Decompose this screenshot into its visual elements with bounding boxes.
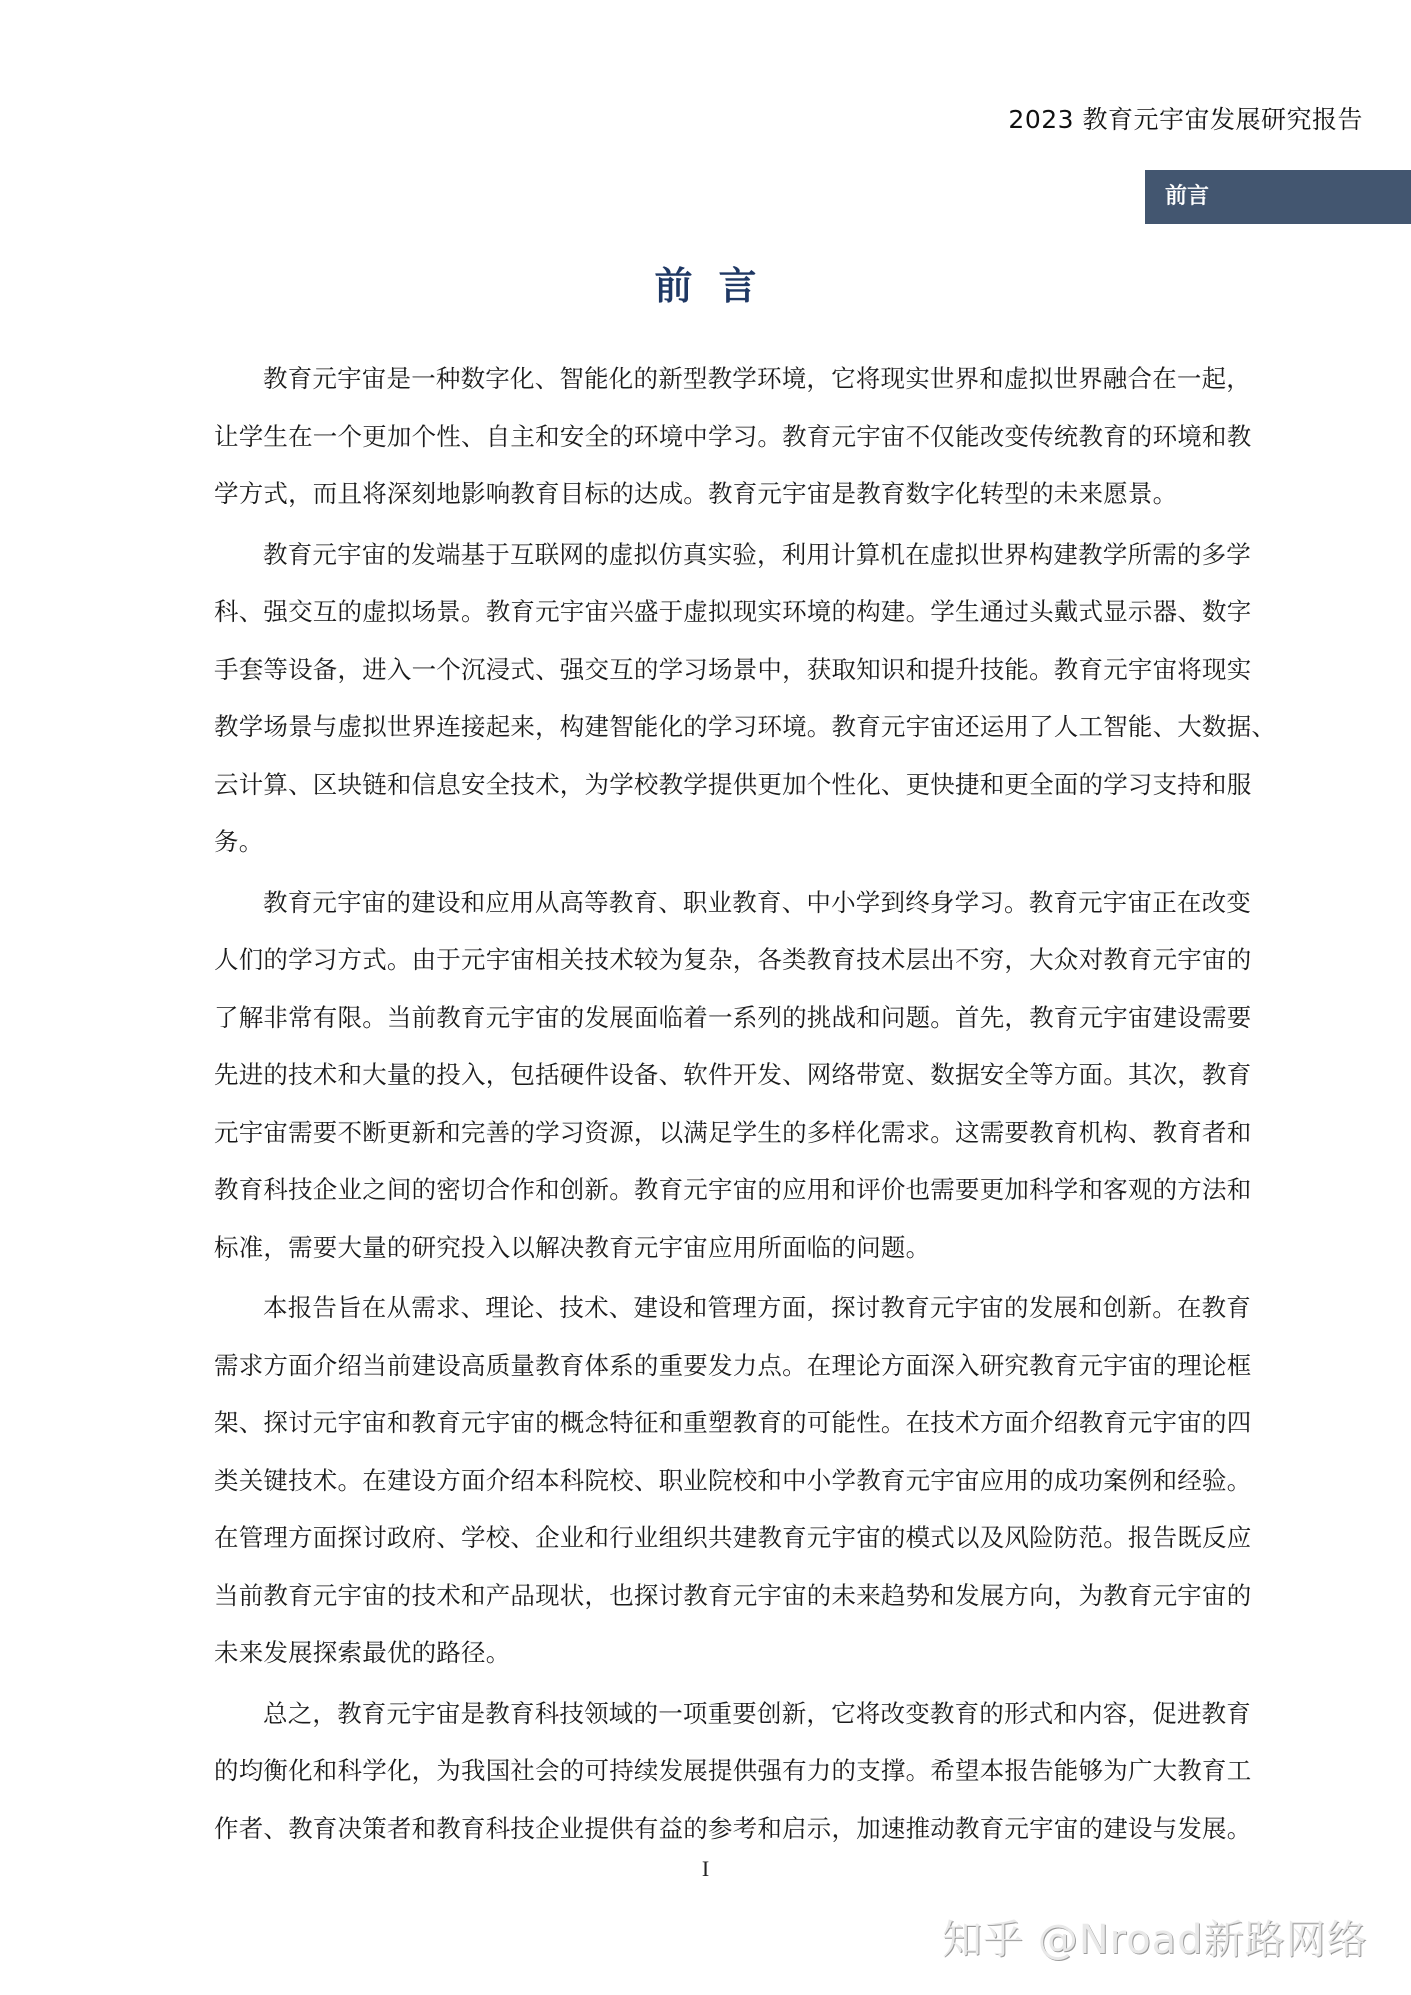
paragraph-line: 让学生在一个更加个性、自主和安全的环境中学习。教育元宇宙不仅能改变传统教育的环境和教 — [214, 421, 1252, 451]
paragraph-line: 学方式，而且将深刻地影响教育目标的达成。教育元宇宙是教育数字化转型的未来愿景。 — [214, 479, 1178, 508]
document-body — [214, 364, 1277, 1874]
paragraph-line: 教学场景与虚拟世界连接起来，构建智能化的学习环境。教育元宇宙还运用了人工智能、大数据、 — [214, 712, 1277, 741]
paragraph-line: 教育元宇宙的发端基于互联网的虚拟仿真实验，利用计算机在虚拟世界构建教学所需的多学 — [263, 539, 1251, 569]
paragraph-4 — [214, 1293, 1252, 1696]
paragraph-line: 未来发展探索最优的路径。 — [214, 1638, 511, 1667]
paragraph-line: 类关键技术。在建设方面介绍本科院校、职业院校和中小学教育元宇宙应用的成功案例和经验。 — [214, 1465, 1252, 1495]
paragraph-1 — [214, 364, 1252, 537]
page-title: 前言 — [654, 264, 783, 308]
paragraph-line: 在管理方面探讨政府、学校、企业和行业组织共建教育元宇宙的模式以及风险防范。报告既反应 — [214, 1523, 1252, 1552]
paragraph-line: 架、探讨元宇宙和教育元宇宙的概念特征和重塑教育的可能性。在技术方面介绍教育元宇宙的四 — [214, 1408, 1252, 1437]
paragraph-5 — [214, 1698, 1252, 1872]
paragraph-line: 了解非常有限。当前教育元宇宙的发展面临着一系列的挑战和问题。首先，教育元宇宙建设需要 — [214, 1002, 1252, 1032]
paragraph-line: 需求方面介绍当前建设高质量教育体系的重要发力点。在理论方面深入研究教育元宇宙的理论框 — [214, 1350, 1252, 1380]
paragraph-line: 本报告旨在从需求、理论、技术、建设和管理方面，探讨教育元宇宙的发展和创新。在教育 — [263, 1293, 1251, 1322]
paragraph-2 — [214, 539, 1277, 885]
paragraph-line: 的均衡化和科学化，为我国社会的可持续发展提供强有力的支撑。希望本报告能够为广大教育工 — [214, 1756, 1252, 1785]
paragraph-line: 总之，教育元宇宙是教育科技领域的一项重要创新，它将改变教育的形式和内容，促进教育 — [263, 1698, 1251, 1728]
running-header-title: 2023 教育元宇宙发展研究报告 — [1008, 105, 1363, 134]
paragraph-line: 科、强交互的虚拟场景。教育元宇宙兴盛于虚拟现实环境的构建。学生通过头戴式显示器、数字 — [214, 597, 1252, 626]
paragraph-line: 云计算、区块链和信息安全技术，为学校教学提供更加个性化、更快捷和更全面的学习支持和服 — [214, 769, 1252, 799]
section-tab-label: 前言 — [1165, 184, 1210, 209]
paragraph-line: 当前教育元宇宙的技术和产品现状，也探讨教育元宇宙的未来趋势和发展方向，为教育元宇宙的 — [214, 1580, 1252, 1610]
section-tab — [1145, 170, 1411, 224]
paragraph-line: 手套等设备，进入一个沉浸式、强交互的学习场景中，获取知识和提升技能。教育元宇宙将现实 — [214, 654, 1252, 684]
paragraph-line: 教育元宇宙是一种数字化、智能化的新型教学环境，它将现实世界和虚拟世界融合在一起， — [263, 364, 1251, 393]
paragraph-line: 标准，需要大量的研究投入以解决教育元宇宙应用所面临的问题。 — [214, 1232, 931, 1262]
paragraph-line: 作者、教育决策者和教育科技企业提供有益的参考和启示，加速推动教育元宇宙的建设与发展。 — [214, 1813, 1252, 1843]
paragraph-line: 教育科技企业之间的密切合作和创新。教育元宇宙的应用和评价也需要更加科学和客观的方法和 — [214, 1175, 1252, 1204]
page-number: I — [701, 1856, 710, 1881]
paragraph-line: 务。 — [214, 827, 264, 856]
paragraph-line: 元宇宙需要不断更新和完善的学习资源，以满足学生的多样化需求。这需要教育机构、教育者和 — [214, 1117, 1252, 1147]
paragraph-line: 先进的技术和大量的投入，包括硬件设备、软件开发、网络带宽、数据安全等方面。其次，教育 — [214, 1060, 1252, 1089]
paragraph-line: 教育元宇宙的建设和应用从高等教育、职业教育、中小学到终身学习。教育元宇宙正在改变 — [263, 887, 1251, 917]
paragraph-line: 人们的学习方式。由于元宇宙相关技术较为复杂，各类教育技术层出不穷，大众对教育元宇宙的 — [214, 945, 1252, 974]
paragraph-3 — [214, 887, 1252, 1291]
watermark: 知乎 @Nroad新路网络 — [942, 1917, 1368, 1963]
